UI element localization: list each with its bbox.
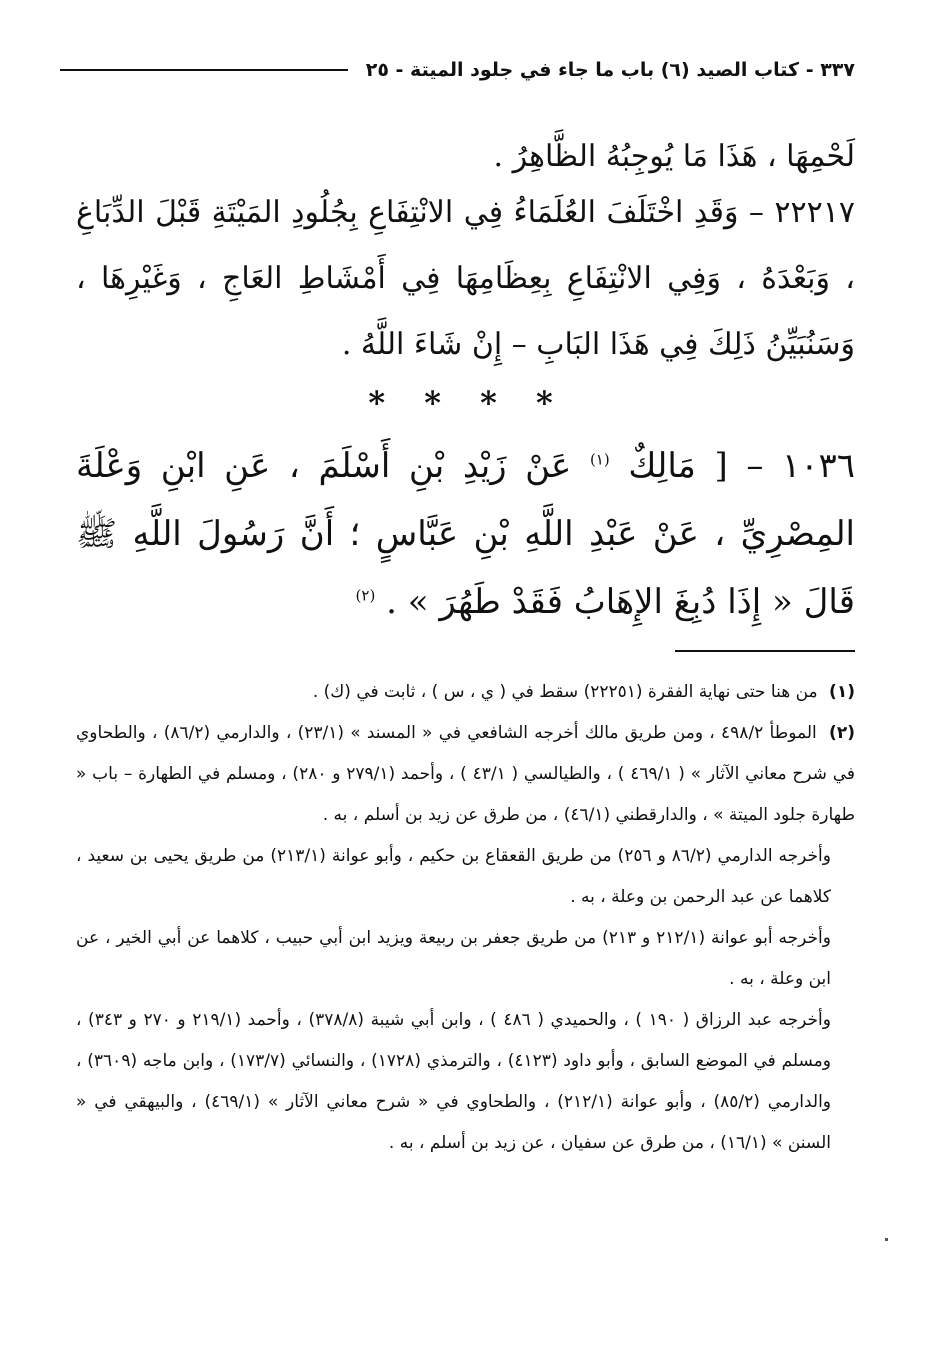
footnote-rule [675,650,855,652]
scan-speck [885,1238,888,1241]
footnote-2-text: الموطأ ٤٩٨/٢ ، ومن طريق مالك أخرجه الشافعي في « المسند » (٢٣/١) ، والدارمي (٨٦/٢) ، والطحاوي في شرح معاني الآثار » ( ٤٦٩/١ ) ، والطيالسي ( ٤٣/١ ) ، وأحمد (٢٧٩/١ و ٢٨٠) ، ومسلم في الطهارة – باب « طهارة جلود الميتة » ، والدارقطني (٤٦/١) ، من طرق عن زيد بن أسلم ، به . [76,723,855,825]
footnote-2-continuation-2: وأخرجه أبو عوانة (٢١٢/١ و ٢١٣) من طريق جعفر بن ربيعة ويزيد ابن أبي حبيب ، كلاهما عن أبي الخير ، عن ابن وعلة ، به . [76,928,831,989]
hadith-text-start: ١٠٣٦ – [ مَالِكٌ [628,446,855,486]
footnote-2-continuation-1: وأخرجه الدارمي (٨٦/٢ و ٢٥٦) من طريق القعقاع بن حكيم ، وأبو عوانة (٢١٣/١) من طريق يحيى بن سعيد ، كلاهما عن عبد الرحمن بن وعلة ، به . [76,846,831,907]
hadith-text-body: عَنْ زَيْدِ بْنِ أَسْلَمَ ، عَنِ ابْنِ وَعْلَةَ المِصْرِيِّ ، عَنْ عَبْدِ اللَّهِ بْنِ عَبَّاسٍ ؛ أَنَّ رَسُولَ اللَّهِ ﷺ قَالَ « إِذَا دُبِغَ الإِهَابُ فَقَدْ طَهُرَ » . [76,446,855,622]
header-rule [60,69,348,71]
footnote-ref-1: (١) [589,450,610,469]
section-separator: * * * * [368,384,567,422]
paragraph-22217: ٢٢٢١٧ – وَقَدِ اخْتَلَفَ العُلَمَاءُ فِي الانْتِفَاعِ بِجُلُودِ المَيْتَةِ قَبْلَ الدِّبَاغِ ، وَبَعْدَهُ ، وَفِي الانْتِفَاعِ بِعِظَامِهَا فِي أَمْشَاطِ العَاجِ ، وَغَيْرِهَا ، وَسَنُبَيِّنُ ذَلِكَ فِي هَذَا البَابِ – إِنْ شَاءَ اللَّهُ . [76,195,855,362]
running-header [60,52,855,88]
paragraph-continuation: لَحْمِهَا ، هَذَا مَا يُوجِبُهُ الظَّاهِرُ . [493,139,855,174]
footnote-1-number: (١) [829,682,855,702]
footnote-2-continuation-3: وأخرجه عبد الرزاق ( ١٩٠ ) ، والحميدي ( ٤٨٦ ) ، وابن أبي شيبة (٣٧٨/٨) ، وأحمد (٢١٩/١ و ٢٧٠ و ٣٤٣) ، ومسلم في الموضع السابق ، وأبو داود (٤١٢٣) ، والترمذي (١٧٢٨) ، والنسائي (١٧٣/٧) ، وابن ماجه (٣٦٠٩) ، والدارمي (٨٥/٢) ، وأبو عوانة (٢١٢/١) ، والطحاوي في « شرح معاني الآثار » (٤٦٩/١) ، والبيهقي في « السنن » (١٦/١) ، من طرق عن سفيان ، عن زيد بن أسلم ، به . [76,1010,831,1153]
hadith-1036 [76,432,855,636]
footnote-1-text: من هنا حتى نهاية الفقرة (٢٢٢٥١) سقط في ( ي ، س ) ، ثابت في (ك) . [312,682,818,702]
header-text: ٣٣٧ - كتاب الصيد (٦) باب ما جاء في جلود الميتة - ٢٥ [365,59,855,81]
footnote-1 [76,672,855,713]
footnotes [76,672,855,1164]
footnote-2-number: (٢) [829,723,855,743]
footnote-ref-2: (٢) [355,586,376,605]
footnote-2 [76,713,855,836]
